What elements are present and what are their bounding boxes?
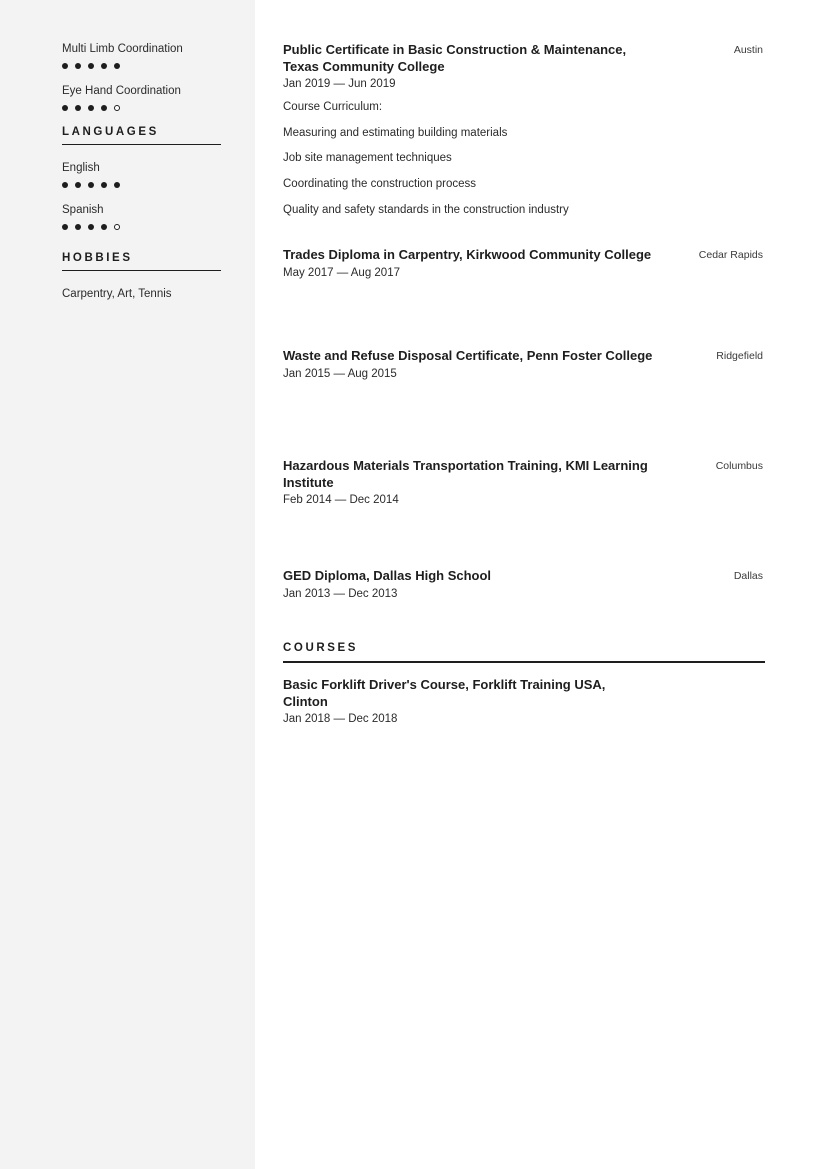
entry-dates: Jan 2013 — Dec 2013 bbox=[283, 587, 398, 600]
education-entry bbox=[283, 568, 765, 628]
level-dot-filled bbox=[101, 182, 107, 188]
curriculum-line: Quality and safety standards in the construction industry bbox=[283, 203, 569, 216]
entry-title: GED Diploma, Dallas High School bbox=[283, 568, 492, 583]
entry-title: Basic Forklift Driver's Course, Forklift Training USA, Clinton bbox=[283, 677, 606, 709]
level-dot-filled bbox=[114, 63, 120, 69]
skill-level-dots bbox=[62, 62, 221, 69]
education-entry bbox=[283, 247, 765, 348]
education-entry bbox=[283, 458, 765, 568]
level-dot-filled bbox=[101, 224, 107, 230]
level-dot-filled bbox=[75, 182, 81, 188]
entry-dates: May 2017 — Aug 2017 bbox=[283, 266, 400, 279]
education-entry bbox=[283, 348, 765, 458]
language-name: English bbox=[62, 162, 100, 174]
education-entry bbox=[283, 42, 765, 247]
curriculum-list bbox=[283, 100, 765, 217]
sidebar-content bbox=[62, 42, 221, 301]
skill-item bbox=[62, 84, 221, 111]
level-dot-filled bbox=[75, 105, 81, 111]
skill-name: Multi Limb Coordination bbox=[62, 43, 183, 55]
level-dot-empty bbox=[114, 224, 120, 230]
level-dot-filled bbox=[75, 224, 81, 230]
sidebar bbox=[0, 0, 255, 1169]
entry-title: Public Certificate in Basic Construction & Maintenance, Texas Community College bbox=[283, 42, 627, 74]
curriculum-line: Measuring and estimating building materials bbox=[283, 126, 508, 139]
entry-city: Ridgefield bbox=[716, 350, 763, 362]
entry-city: Columbus bbox=[715, 460, 763, 472]
level-dot-filled bbox=[88, 63, 94, 69]
hobbies-text: Carpentry, Art, Tennis bbox=[62, 288, 172, 300]
level-dot-filled bbox=[75, 63, 81, 69]
level-dot-filled bbox=[88, 182, 94, 188]
skill-name: Eye Hand Coordination bbox=[62, 85, 181, 97]
language-level-dots bbox=[62, 181, 221, 188]
curriculum-line: Course Curriculum: bbox=[283, 101, 383, 113]
language-item bbox=[62, 161, 221, 188]
curriculum-line: Coordinating the construction process bbox=[283, 178, 477, 191]
level-dot-filled bbox=[62, 63, 68, 69]
courses-heading: COURSES bbox=[283, 642, 765, 663]
entry-city: Dallas bbox=[733, 570, 763, 582]
language-item bbox=[62, 203, 221, 230]
entry-title: Waste and Refuse Disposal Certificate, Penn Foster College bbox=[283, 348, 653, 363]
level-dot-filled bbox=[62, 182, 68, 188]
level-dot-filled bbox=[62, 105, 68, 111]
level-dot-filled bbox=[101, 105, 107, 111]
entry-dates: Jan 2015 — Aug 2015 bbox=[283, 367, 397, 380]
level-dot-filled bbox=[88, 105, 94, 111]
entry-dates: Jan 2018 — Dec 2018 bbox=[283, 713, 398, 725]
skill-level-dots bbox=[62, 104, 221, 111]
level-dot-filled bbox=[62, 224, 68, 230]
main-content bbox=[283, 42, 765, 726]
entry-city: Cedar Rapids bbox=[698, 249, 763, 261]
entry-title: Hazardous Materials Transportation Training, KMI Learning Institute bbox=[283, 458, 648, 490]
level-dot-filled bbox=[114, 182, 120, 188]
course-entry bbox=[283, 677, 765, 726]
language-name: Spanish bbox=[62, 204, 104, 216]
level-dot-filled bbox=[101, 63, 107, 69]
languages-heading: LANGUAGES bbox=[62, 126, 221, 145]
skill-item bbox=[62, 42, 221, 69]
entry-dates: Jan 2019 — Jun 2019 bbox=[283, 78, 396, 90]
entry-dates: Feb 2014 — Dec 2014 bbox=[283, 494, 399, 506]
hobbies-heading: HOBBIES bbox=[62, 252, 221, 271]
level-dot-empty bbox=[114, 105, 120, 111]
level-dot-filled bbox=[88, 224, 94, 230]
entry-city: Austin bbox=[733, 44, 763, 56]
curriculum-line: Job site management techniques bbox=[283, 152, 452, 165]
language-level-dots bbox=[62, 223, 221, 230]
entry-title: Trades Diploma in Carpentry, Kirkwood Community College bbox=[283, 247, 652, 262]
